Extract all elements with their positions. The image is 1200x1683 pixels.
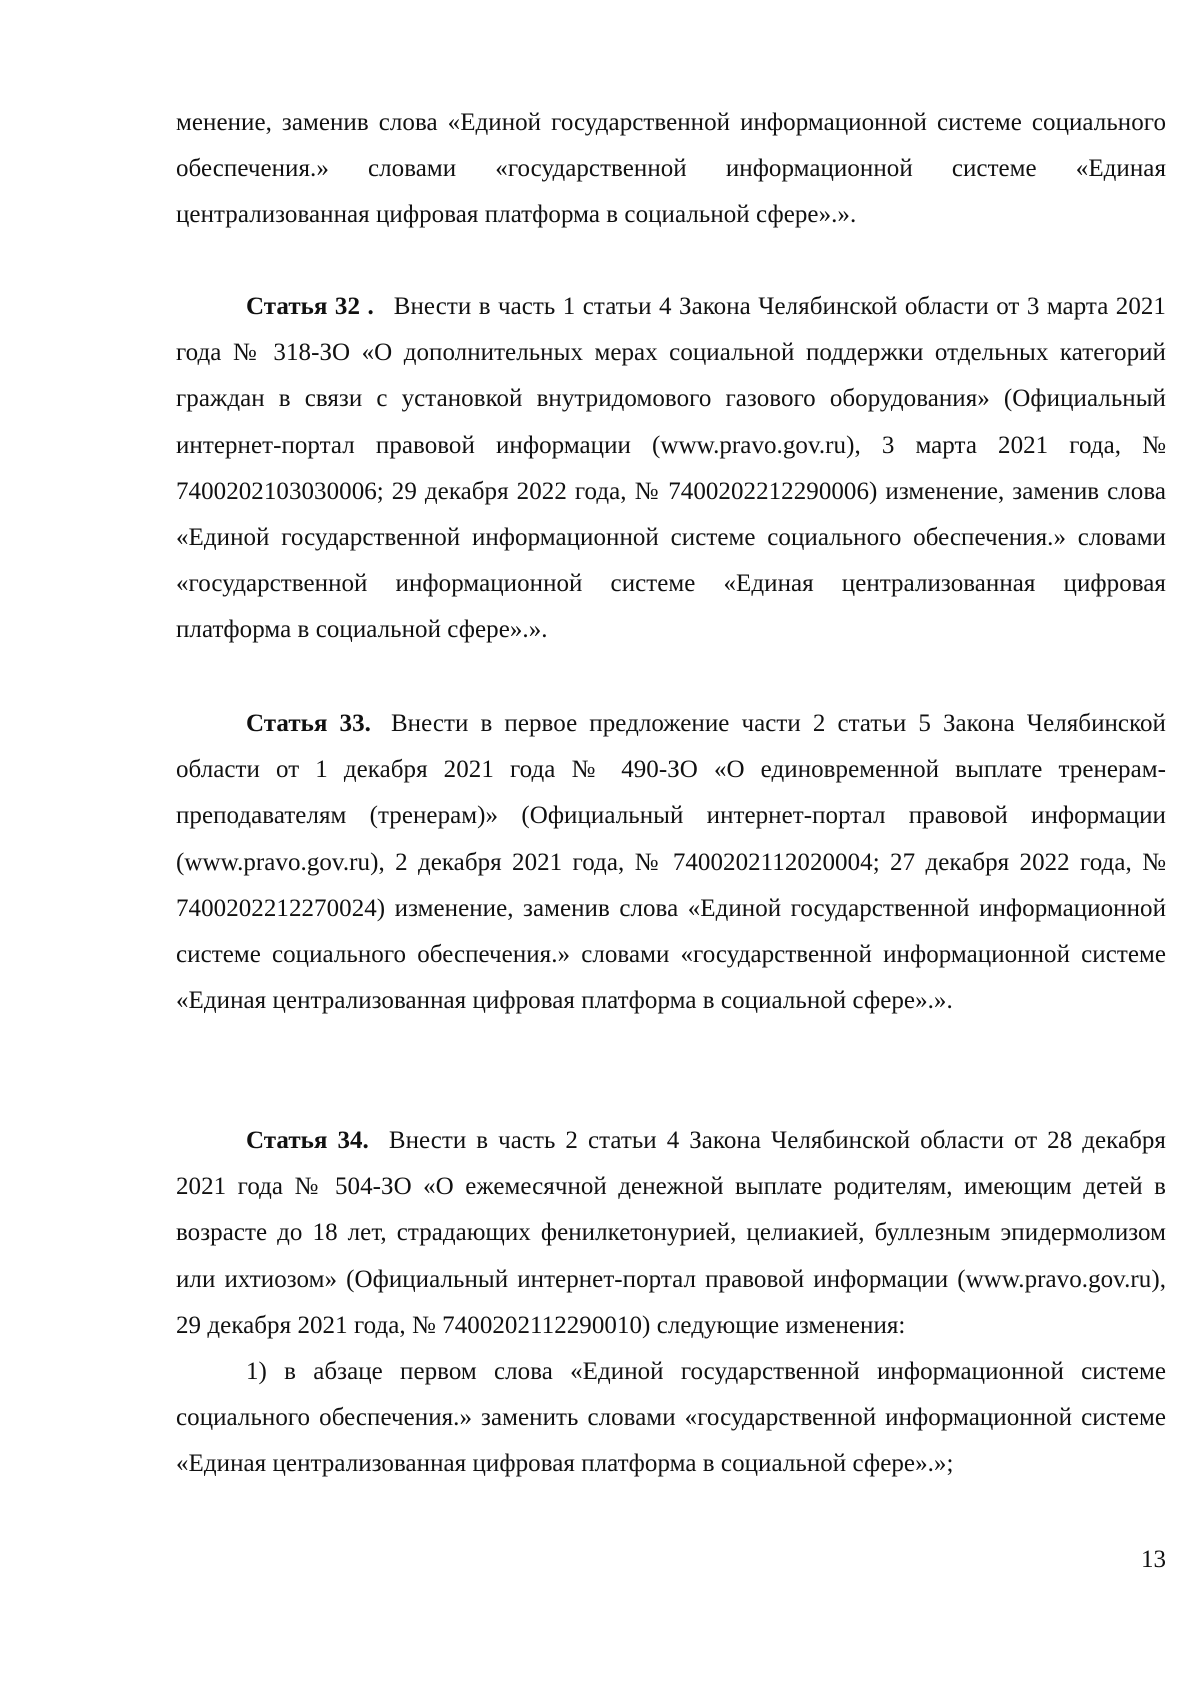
page-number: 13 [1141,1546,1166,1573]
article-34-heading: Статья 34. [246,1127,369,1154]
article-34-paragraph [176,1118,1166,1349]
continuation-paragraph [176,100,1166,239]
article-33 [176,701,1166,1024]
article-33-body: Внести в первое предложение части 2 статьи 5 Закона Челябинской области от 1 декабря 2021 года № 490-ЗО «О единовременной выплате тренерам-преподавателям (тренерам)» (Официальный интернет-портал правовой информации (www.pravo.gov.ru), 2 декабря 2021 года, № 7400202112020004; 27 декабря 2022 года, № 7400202212270024) изменение, заменив слова «Единой государственной информационной системе социального обеспечения.» словами «государственной информационной системе «Единая централизованная цифровая платформа в социальной сфере».». [176,710,1166,1015]
article-34-item-1: 1) в абзаце первом слова «Единой государственной информационной системе социального обеспечения.» заменить словами «государственной информационной системе «Единая централизованная цифровая платформа в социальной сфере».»; [176,1358,1166,1478]
article-32-paragraph [176,284,1166,654]
article-32-body: Внести в часть 1 статьи 4 Закона Челябинской области от 3 марта 2021 года № 318-ЗО «О дополнительных мерах социальной поддержки отдельных категорий граждан в связи с установкой внутридомового газового оборудования» (Официальный интернет-портал правовой информации (www.pravo.gov.ru), 3 марта 2021 года, № 7400202103030006; 29 декабря 2022 года, № 7400202212290006) изменение, заменив слова «Единой государственной информационной системе социального обеспечения.» словами «государственной информационной системе «Единая централизованная цифровая платформа в социальной сфере».». [176,293,1166,644]
article-32-heading: Статья 32 . [246,293,374,320]
article-34-body: Внести в часть 2 статьи 4 Закона Челябинской области от 28 декабря 2021 года № 504-ЗО «О ежемесячной денежной выплате родителям, имеющим детей в возрасте до 18 лет, страдающих фенилкетонурией, целиакией, буллезным эпидермолизом или ихтиозом» (Официальный интернет-портал правовой информации (www.pravo.gov.ru), 29 декабря 2021 года, № 7400202112290010) следующие изменения: [176,1127,1166,1339]
article-33-paragraph [176,701,1166,1024]
article-34 [176,1118,1166,1488]
article-32 [176,284,1166,654]
article-33-heading: Статья 33. [246,710,371,737]
continuation-text: менение, заменив слова «Единой государственной информационной системе социального обеспечения.» словами «государственной информационной системе «Единая централизованная цифровая платформа в социальной сфере».». [176,109,1166,229]
